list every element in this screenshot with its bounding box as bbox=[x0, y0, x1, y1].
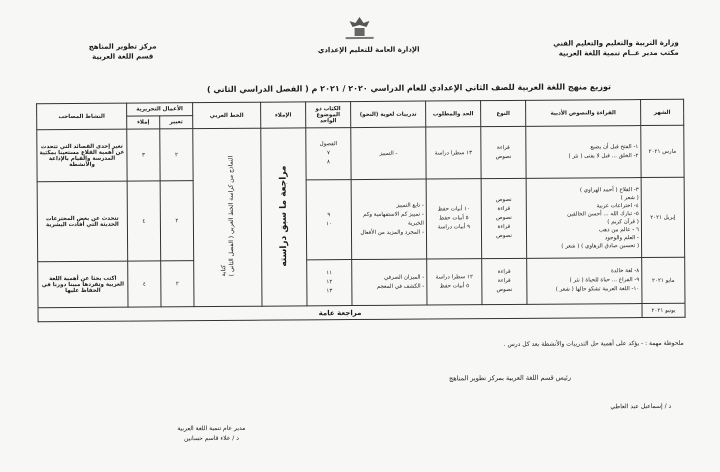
col-exercises: تدريبات لغوية (النحو) bbox=[351, 101, 426, 128]
activity-cell: اكتب بحثا عن أهمية اللغة العربية وتفردها مبينا دورنا في الحفاظ عليها bbox=[38, 261, 128, 308]
reading-line: ( شعر ) bbox=[620, 194, 639, 201]
type-line: نصوص bbox=[495, 153, 512, 160]
reading-line: ( تحسين صادق الزهاوي ) ( شعر ) bbox=[561, 242, 640, 250]
review-month-cell: يونيو ٢٠٢١ bbox=[642, 303, 685, 317]
section-name: قسم اللغة العربية bbox=[92, 52, 154, 61]
type-line: نصوص bbox=[496, 232, 512, 240]
expression-cell: ٢ bbox=[161, 261, 194, 307]
header-row bbox=[37, 99, 684, 117]
exercise-line: - تابع التمييز bbox=[396, 202, 424, 209]
merged-calligraphy-cell bbox=[193, 128, 262, 306]
col-book: الكتاب ذو الموضوع الواحد bbox=[306, 102, 351, 128]
table-row bbox=[37, 177, 685, 262]
reading-line: ٩- الفراغ ... حياة للحياة ( نثر ) bbox=[569, 277, 640, 284]
target-line: ١٢ سطرا دراسة bbox=[435, 273, 473, 280]
col-dictation: الإملاء bbox=[261, 102, 306, 128]
table-row bbox=[37, 125, 684, 182]
month-cell: إبريل ٢٠٢١ bbox=[641, 177, 685, 257]
target-line: ٩ أبيات دراسة bbox=[437, 224, 471, 231]
activity-cell: تتحدث عن بعض المخترعات الحديثة التي أفادت البشرية bbox=[37, 181, 128, 262]
book-line: ١١ bbox=[326, 270, 333, 277]
col-written: الأعمال التحريرية bbox=[127, 103, 193, 116]
type-line: قراءة bbox=[497, 223, 511, 231]
dictation2-cell: ٣ bbox=[127, 129, 160, 181]
col-calligraphy: الخط العربي bbox=[193, 102, 261, 128]
review-text-cell: مراجعة عامة bbox=[38, 304, 642, 322]
type-line: قراءة bbox=[497, 144, 510, 151]
reading-line: ٦ - عالم من ذهب bbox=[598, 226, 639, 233]
book-cell bbox=[306, 180, 352, 260]
target-line: ٥ أبيات حفظ bbox=[439, 282, 470, 289]
col-dictation2: إملاء bbox=[127, 116, 160, 129]
merged-calligraphy-text: النماذج من كراسة الخط العربي ( الفصل الثاني ) bbox=[227, 156, 236, 277]
target-cell bbox=[427, 259, 482, 305]
reading-cell bbox=[526, 126, 641, 179]
col-type: النوع bbox=[481, 100, 526, 126]
book-cell bbox=[307, 260, 352, 306]
director-title: مدير عام تنمية اللغة العربية bbox=[177, 424, 246, 433]
merged-calligraphy-short: كتابة bbox=[219, 265, 227, 277]
director-name: د / علاء قاسم حسانين bbox=[183, 434, 239, 443]
book-line: الفصول bbox=[319, 141, 338, 148]
col-expression: تعبير bbox=[160, 116, 193, 129]
type-line: نصوص bbox=[495, 214, 512, 222]
office-name: مكتب مدير عــام تنمية اللغة العربية bbox=[558, 48, 679, 58]
director-signature bbox=[141, 424, 281, 445]
col-reading: القراءة والنصوص الأدبية bbox=[526, 100, 641, 127]
type-line: نصوص bbox=[496, 286, 513, 294]
table-row bbox=[38, 257, 685, 308]
exercises-cell bbox=[352, 259, 427, 306]
reading-line: ( قرآن كريم ) bbox=[607, 218, 639, 225]
dictation2-cell: ٤ bbox=[128, 261, 161, 307]
month-cell: مايو ٢٠٢١ bbox=[642, 257, 685, 303]
reading-line: ٨- لغة خالدة bbox=[610, 268, 640, 275]
col-activity: النشاط المصاحب bbox=[37, 103, 127, 130]
reading-line: ٤- اختراعات عربية bbox=[596, 202, 639, 209]
reading-line: ١٠- اللغة العربية تشكو حالها ( شعر ) bbox=[555, 286, 640, 293]
reading-line: ٢- الخلق ... قبل لا يفنى ( نثر ) bbox=[568, 152, 639, 160]
dictation2-cell: ٤ bbox=[127, 181, 161, 261]
merged-dictation-text: مراجعة ما سبق دراسته bbox=[278, 165, 290, 267]
book-cell bbox=[306, 128, 351, 180]
book-line: ١٣ bbox=[326, 288, 333, 295]
type-line: نصوص bbox=[495, 196, 512, 204]
merged-dictation-cell bbox=[261, 128, 307, 306]
type-cell bbox=[481, 126, 526, 178]
col-month: الشهر bbox=[641, 99, 684, 125]
reading-line: ٣- القلاع ( أحمد الهراوي ) bbox=[579, 186, 639, 193]
important-note: ملحوظة مهمة : - يؤكد على أهمية حل التدريبات والأنشطة بعد كل درس . bbox=[503, 339, 684, 348]
department-name: الإدارة العامة للتعليم الإعدادي bbox=[317, 45, 420, 55]
exercise-line: - تمييز كم الاستفهامية وكم الخبرية bbox=[363, 211, 424, 227]
month-cell: مارس ٢٠٢١ bbox=[641, 125, 684, 177]
book-line: ٨ bbox=[326, 159, 330, 166]
ministry-name: وزارة التربية والتعليم والتعليم الفني bbox=[553, 38, 679, 48]
target-cell: ١٣ سطرا دراسة bbox=[426, 127, 481, 179]
expression-cell: ٢ bbox=[160, 129, 193, 181]
document-title: توزيع منهج اللغة العربية للصف الثاني الإعدادي للعام الدراسي ٢٠٢٠ / ٢٠٢١ م ( الفصل الدراسي الثاني ) bbox=[206, 82, 612, 95]
reading-line: ٥- تبارك الله ... أحسن الخالقين bbox=[567, 210, 639, 218]
curriculum-table bbox=[36, 99, 686, 323]
reading-cell bbox=[527, 258, 642, 305]
activity-cell: تغير إحدى القصائد التي تتحدث عن أهمية القلاع مستعينا بمكتبة المدرسة والقيام بالإذاعة والأنشطة bbox=[37, 129, 127, 182]
reading-line: ١- الفتح قبل أن يضيع bbox=[590, 143, 639, 150]
exercise-line: - الكشف في المعجم bbox=[376, 283, 425, 290]
book-line: ٩ bbox=[327, 211, 331, 218]
target-line: ٥ أبيات حفظ bbox=[439, 215, 469, 222]
exercises-cell: - التمييز bbox=[351, 127, 426, 180]
type-cell bbox=[481, 178, 527, 258]
book-line: ١٢ bbox=[326, 279, 333, 286]
center-name: مركز تطوير المناهج bbox=[88, 42, 157, 51]
reading-cell bbox=[526, 178, 642, 259]
exercises-cell bbox=[351, 179, 427, 260]
target-line: ١٠ أبيات حفظ bbox=[437, 206, 471, 213]
type-line: قراءة bbox=[497, 277, 511, 285]
col-target: الحد والمطلوب bbox=[426, 101, 481, 127]
head-signature-title: رئيس قسم اللغة العربية بمركز تطوير المناهج bbox=[448, 373, 572, 383]
type-cell bbox=[482, 258, 527, 304]
ministry-header bbox=[553, 38, 679, 59]
exercise-line: - الميزان الصرفي bbox=[383, 274, 425, 281]
book-line: ١٠ bbox=[325, 220, 332, 227]
target-cell bbox=[426, 179, 482, 259]
egypt-eagle-emblem bbox=[339, 15, 379, 41]
center-header bbox=[89, 41, 157, 61]
exercise-line: - المجرد والمزيد من الأفعال bbox=[360, 229, 425, 236]
type-line: قراءة bbox=[497, 268, 511, 276]
expression-cell: ٢ bbox=[160, 181, 194, 261]
head-signature-name: د / إسماعيل عبد العاطي bbox=[610, 402, 672, 411]
type-line: قراءة bbox=[497, 205, 511, 213]
book-line: ٧ bbox=[326, 150, 330, 157]
reading-line: - العلم والوجود bbox=[604, 234, 640, 241]
